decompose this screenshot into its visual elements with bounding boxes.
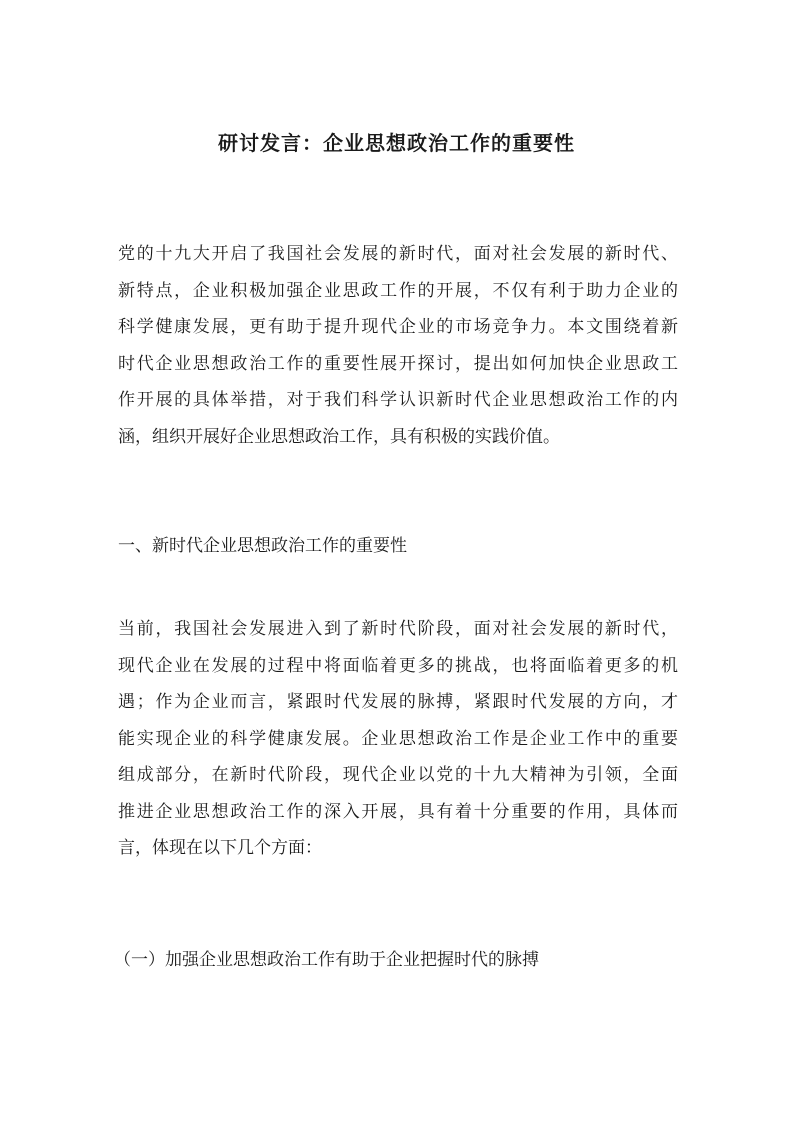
paragraph-line: 推进企业思想政治工作的深入开展，具有着十分重要的作用，具体而 xyxy=(118,801,678,822)
paragraph-line: 能实现企业的科学健康发展。企业思想政治工作是企业工作中的重要 xyxy=(118,728,678,749)
section-paragraph xyxy=(118,611,678,867)
section-heading: 一、新时代企业思想政治工作的重要性 xyxy=(118,536,407,556)
paragraph-line: 党的十九大开启了我国社会发展的新时代，面对社会发展的新时代、 xyxy=(118,244,678,264)
intro-paragraph xyxy=(118,236,678,455)
paragraph-line: 涵，组织开展好企业思想政治工作，具有积极的实践价值。 xyxy=(118,426,560,447)
subsection-heading: （一）加强企业思想政治工作有助于企业把握时代的脉搏 xyxy=(114,950,539,970)
paragraph-line: 组成部分，在新时代阶段，现代企业以党的十九大精神为引领，全面 xyxy=(118,765,678,785)
paragraph-line: 遇；作为企业而言，紧跟时代发展的脉搏，紧跟时代发展的方向，才 xyxy=(118,692,678,712)
document-title: 研讨发言：企业思想政治工作的重要性 xyxy=(218,131,575,155)
paragraph-line: 当前，我国社会发展进入到了新时代阶段，面对社会发展的新时代， xyxy=(118,619,678,639)
paragraph-line: 现代企业在发展的过程中将面临着更多的挑战，也将面临着更多的机 xyxy=(118,655,678,676)
paragraph-line: 时代企业思想政治工作的重要性展开探讨，提出如何加快企业思政工 xyxy=(118,353,678,374)
paragraph-line: 言，体现在以下几个方面： xyxy=(118,838,322,858)
paragraph-line: 科学健康发展，更有助于提升现代企业的市场竞争力。本文围绕着新 xyxy=(118,317,678,337)
paragraph-line: 作开展的具体举措，对于我们科学认识新时代企业思想政治工作的内 xyxy=(118,390,678,410)
paragraph-line: 新特点，企业积极加强企业思政工作的开展，不仅有利于助力企业的 xyxy=(118,280,678,301)
